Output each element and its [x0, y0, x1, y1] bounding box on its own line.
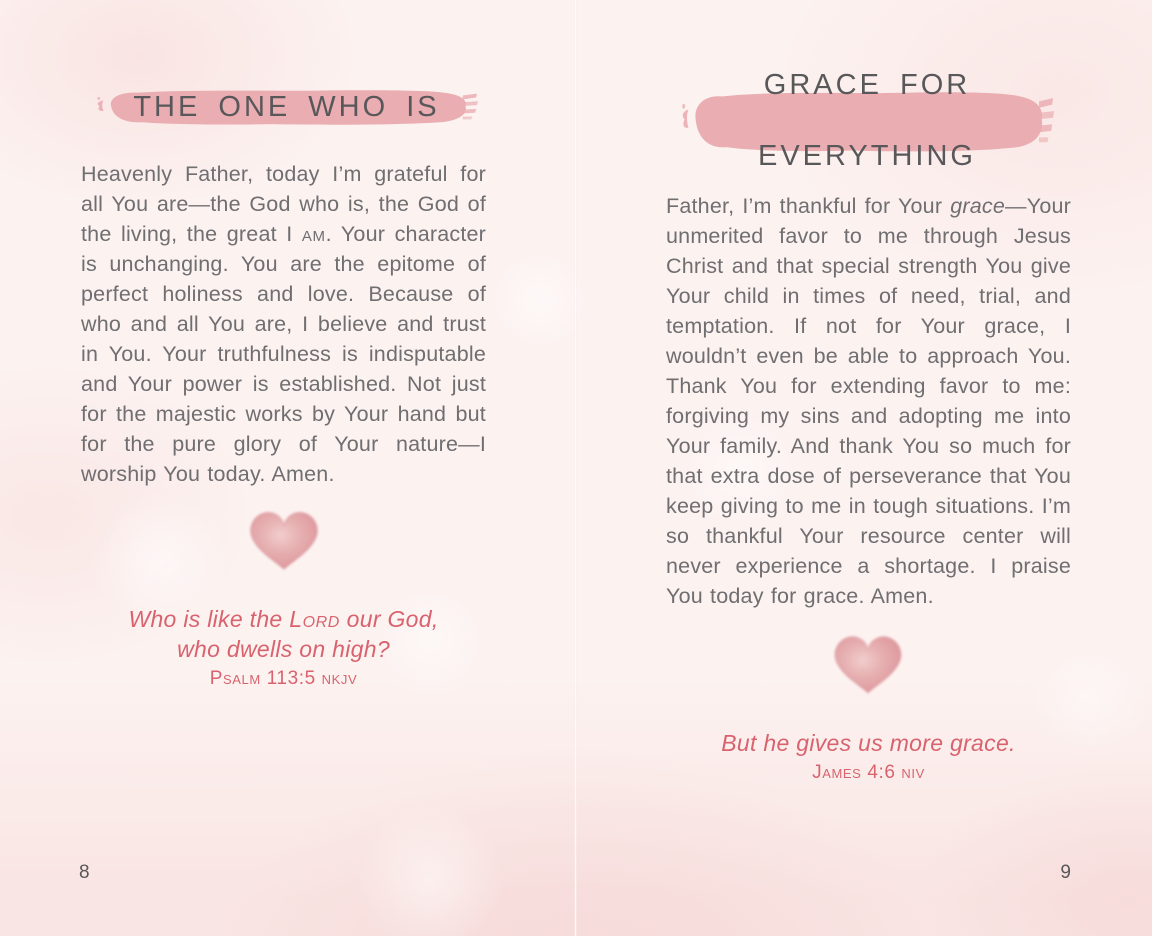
watercolor-heart-icon	[238, 503, 330, 585]
scripture-quote	[666, 728, 1071, 758]
page-number-right: 9	[1060, 862, 1071, 883]
scripture-reference: James 4:6 niv	[812, 762, 925, 783]
scripture-reference: Psalm 113:5 nkjv	[209, 668, 358, 689]
page-number-left: 8	[79, 862, 90, 883]
devotional-prayer-text: Father, I’m thankful for Your grace—Your unmerited favor to me through Jesus Christ and that special strength You give Your child in times of need, trial, and temptation. If not for Your grace, I wouldn’t even be able to approach You. Thank You for extending favor to me: forgiving my sins and adopting me into Your family. And thank You so much for that extra dose of perseverance that You keep giving to me in tough situations. I’m so thankful Your resource center will never experience a shortage. I praise You today for grace. Amen.	[666, 194, 1071, 608]
scripture-quote	[81, 604, 486, 664]
page-right	[576, 0, 1152, 936]
scripture-quote-text: But he gives us more grace.	[721, 730, 1016, 756]
chapter-title-block-right	[680, 68, 1054, 173]
chapter-title-block-left	[95, 86, 478, 128]
chapter-title-line-2: EVERYTHING	[757, 140, 976, 173]
scripture-quote-text: Who is like the Lord our God, who dwells on high?	[128, 606, 439, 662]
watercolor-heart-icon	[820, 628, 916, 708]
chapter-title: GRACE FOR	[763, 68, 971, 101]
devotional-prayer-text: Heavenly Father, today I’m grateful for all You are—the God who is, the God of the living, the great I am. Your character is unchanging. You are the epitome of perfect holiness and love. Because of who and all You are, I believe and trust in You. Your truthfulness is indisputable and Your power is established. Not just for the majestic works by Your hand but for the pure glory of Your nature—I worship You today. Amen.	[81, 162, 487, 486]
chapter-title: THE ONE WHO IS	[133, 90, 440, 123]
